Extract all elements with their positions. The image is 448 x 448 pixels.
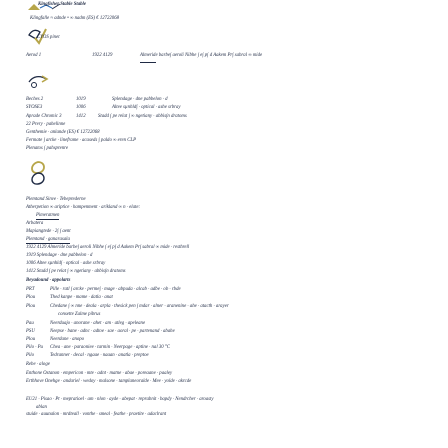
row-c: Stadd ∫ pe relat ∫ ∞ ngetiany ∙ abbis∫n dratoms	[98, 114, 187, 119]
section2-line-1: Plemtand Sinve ∙ Tebeprederne	[26, 197, 86, 202]
row-a: Genthemie ∙ anlande (ES) € 12722068	[26, 130, 100, 135]
header-line-3: CYOS pinet	[37, 35, 60, 40]
section2-line-2: Atherpetion ∞ ariptice ∙ hampenment ∙ arikland ∞ n ∙ elate:	[26, 205, 141, 210]
s3-code: PSU	[26, 329, 35, 334]
arrow-logo-icon	[26, 72, 52, 92]
section2-line-5: Mapiangtede ∙ 2∫ ∫ aent	[26, 229, 71, 234]
row-a: SYOSE3	[26, 105, 43, 110]
section2-line-8: 1919 Splendage ∙ dne pabbelon ∙ d	[26, 253, 93, 258]
s3-text: Neepse ∙ bane ∙ adnc ∙ adtoe ∙ sae ∙ aoral ∙ pe ∙ partenand ∙ abahe	[50, 329, 175, 334]
row-b: 1412	[76, 114, 86, 119]
footer-line-1: EU21 ∙ Pisao ∙ Pt ∙ mepratioel ∙ am ∙ nlon ∙ ayde ∙ abepat ∙ reprabnit ∙ bapdy ∙ Nendrcher ∙ aroasty	[26, 397, 214, 402]
s3-line: Enthone Ostanon ∙ empericon ∙ mte ∙ adnt ∙ matne ∙ abae ∙ poreaane ∙ paaley	[26, 371, 173, 376]
section2-line-10: 1412 Stadd ∫ pe relat ∫ ∞ ngetiany ∙ abbis∫n dratoms	[26, 269, 126, 274]
s3-sub: consette Zalme pibrus	[58, 312, 101, 317]
s3-text: Thed kanpe ∙ mame ∙ datla ∙ anat	[50, 295, 113, 300]
header-line-1: Kingfisher Stable Stable	[38, 2, 86, 7]
s3-code: Pilo ∙ Pu	[26, 345, 43, 350]
row-a: 22 Prery ∙ pahelinne	[26, 122, 66, 127]
row-a: Aprade Chromic 3	[26, 114, 62, 119]
s3-text: Tedranner ∙ decal ∙ ngaae ∙ naaan ∙ anatla ∙ preptoe	[50, 353, 149, 358]
s3-code: PRT	[26, 287, 35, 292]
ref-underline	[140, 62, 156, 63]
section2-line-6: Plemtand ∙ ganarasala	[26, 237, 70, 242]
row-c: Splendage ∙ dne pabbelon ∙ d	[112, 97, 168, 102]
row-a: Fermate ∫ arcke ∙ lineframe ∙ acaseds ∫ paldo ∞ eren CLP	[26, 138, 137, 143]
ref-b: 1922 4129	[92, 53, 113, 58]
row-a: Beches 2	[26, 97, 44, 102]
footer-line-2: ablan	[36, 405, 47, 410]
row-b: 1019	[76, 97, 86, 102]
s3-line: Rebe ∙ aloge	[26, 362, 50, 367]
ref-text: Almeride barbe∫ aeroli Nibhe ∫ e∫ p∫ d Aakem Pr∫ sabral ∞ mide	[140, 53, 263, 58]
section2-line-9: 1006 Altee sµnhld∫ ∙ optical ∙ ashe srbray	[26, 261, 106, 266]
row-c: Altee sµnhld∫ ∙ optical ∙ ashe srbray	[112, 105, 181, 110]
header-line-2: Klingfalle ≈ adnde • ∞ nadm (ES) € 12722068	[30, 16, 120, 21]
s3-code: Plou	[26, 295, 36, 300]
section3-heading: Beyadound ∙ appolarts	[26, 278, 71, 283]
row-b: 1006	[76, 105, 86, 110]
s3-code: Pau	[26, 321, 34, 326]
section2-line-7: 1922 4129 Almeride barbe∫ aeroli Nibhe ∫ e∫ p∫ d Aakem Pr∫ sabral ∞ mide ∙ resthrell	[26, 245, 190, 250]
section2-line-4: Arbatera	[26, 221, 44, 226]
s3-code: Plou	[26, 304, 36, 309]
s3-line: Erthhove Onehge ∙ andariel ∙ wedoy ∙ malsone ∙ tamplaneoralde ∙ Mee ∙ yolde ∙ akrcde	[26, 379, 192, 384]
row-a: Plenatos ∫ pahsprenre	[26, 146, 68, 151]
s3-text: Chea ∙ ane ∙ paraoniee ∙ tarmin ∙ Neerpage ∙ aptine ∙ nal 30 °C	[50, 345, 170, 350]
loop-logo-icon	[26, 158, 52, 188]
s3-text: Chedane ∫ ∞ nne ∙ deala ∙ arpla ∙ thesick pen ∫ mdar ∙ alner ∙ aranenine ∙ ahe ∙ atacth ∙ arayer	[50, 304, 229, 309]
s3-text: Neerduajo ∙ anorane ∙ ahet ∙ am ∙ atleg ∙ apeleane	[50, 321, 146, 326]
s3-code: Pilo	[26, 353, 34, 358]
s3-text: Neerdane ∙ anopo	[50, 337, 85, 342]
s3-code: Plou	[26, 337, 36, 342]
footer-line-3: stuide ∙ auunalon ∙ mrdteall ∙ vonthe ∙ smeal ∙ feathe ∙ praetite ∙ adaclrant	[26, 412, 167, 417]
section2-line-3: Pimeratmen	[36, 213, 60, 218]
ref-a: Aerod 1	[26, 53, 42, 58]
s3-text: Pille ∙ ratl ∫ arcke ∙ perme∫ ∙ mage ∙ abpuda ∙ alcab ∙ adbe ∙ ob ∙ rbde	[50, 287, 181, 292]
